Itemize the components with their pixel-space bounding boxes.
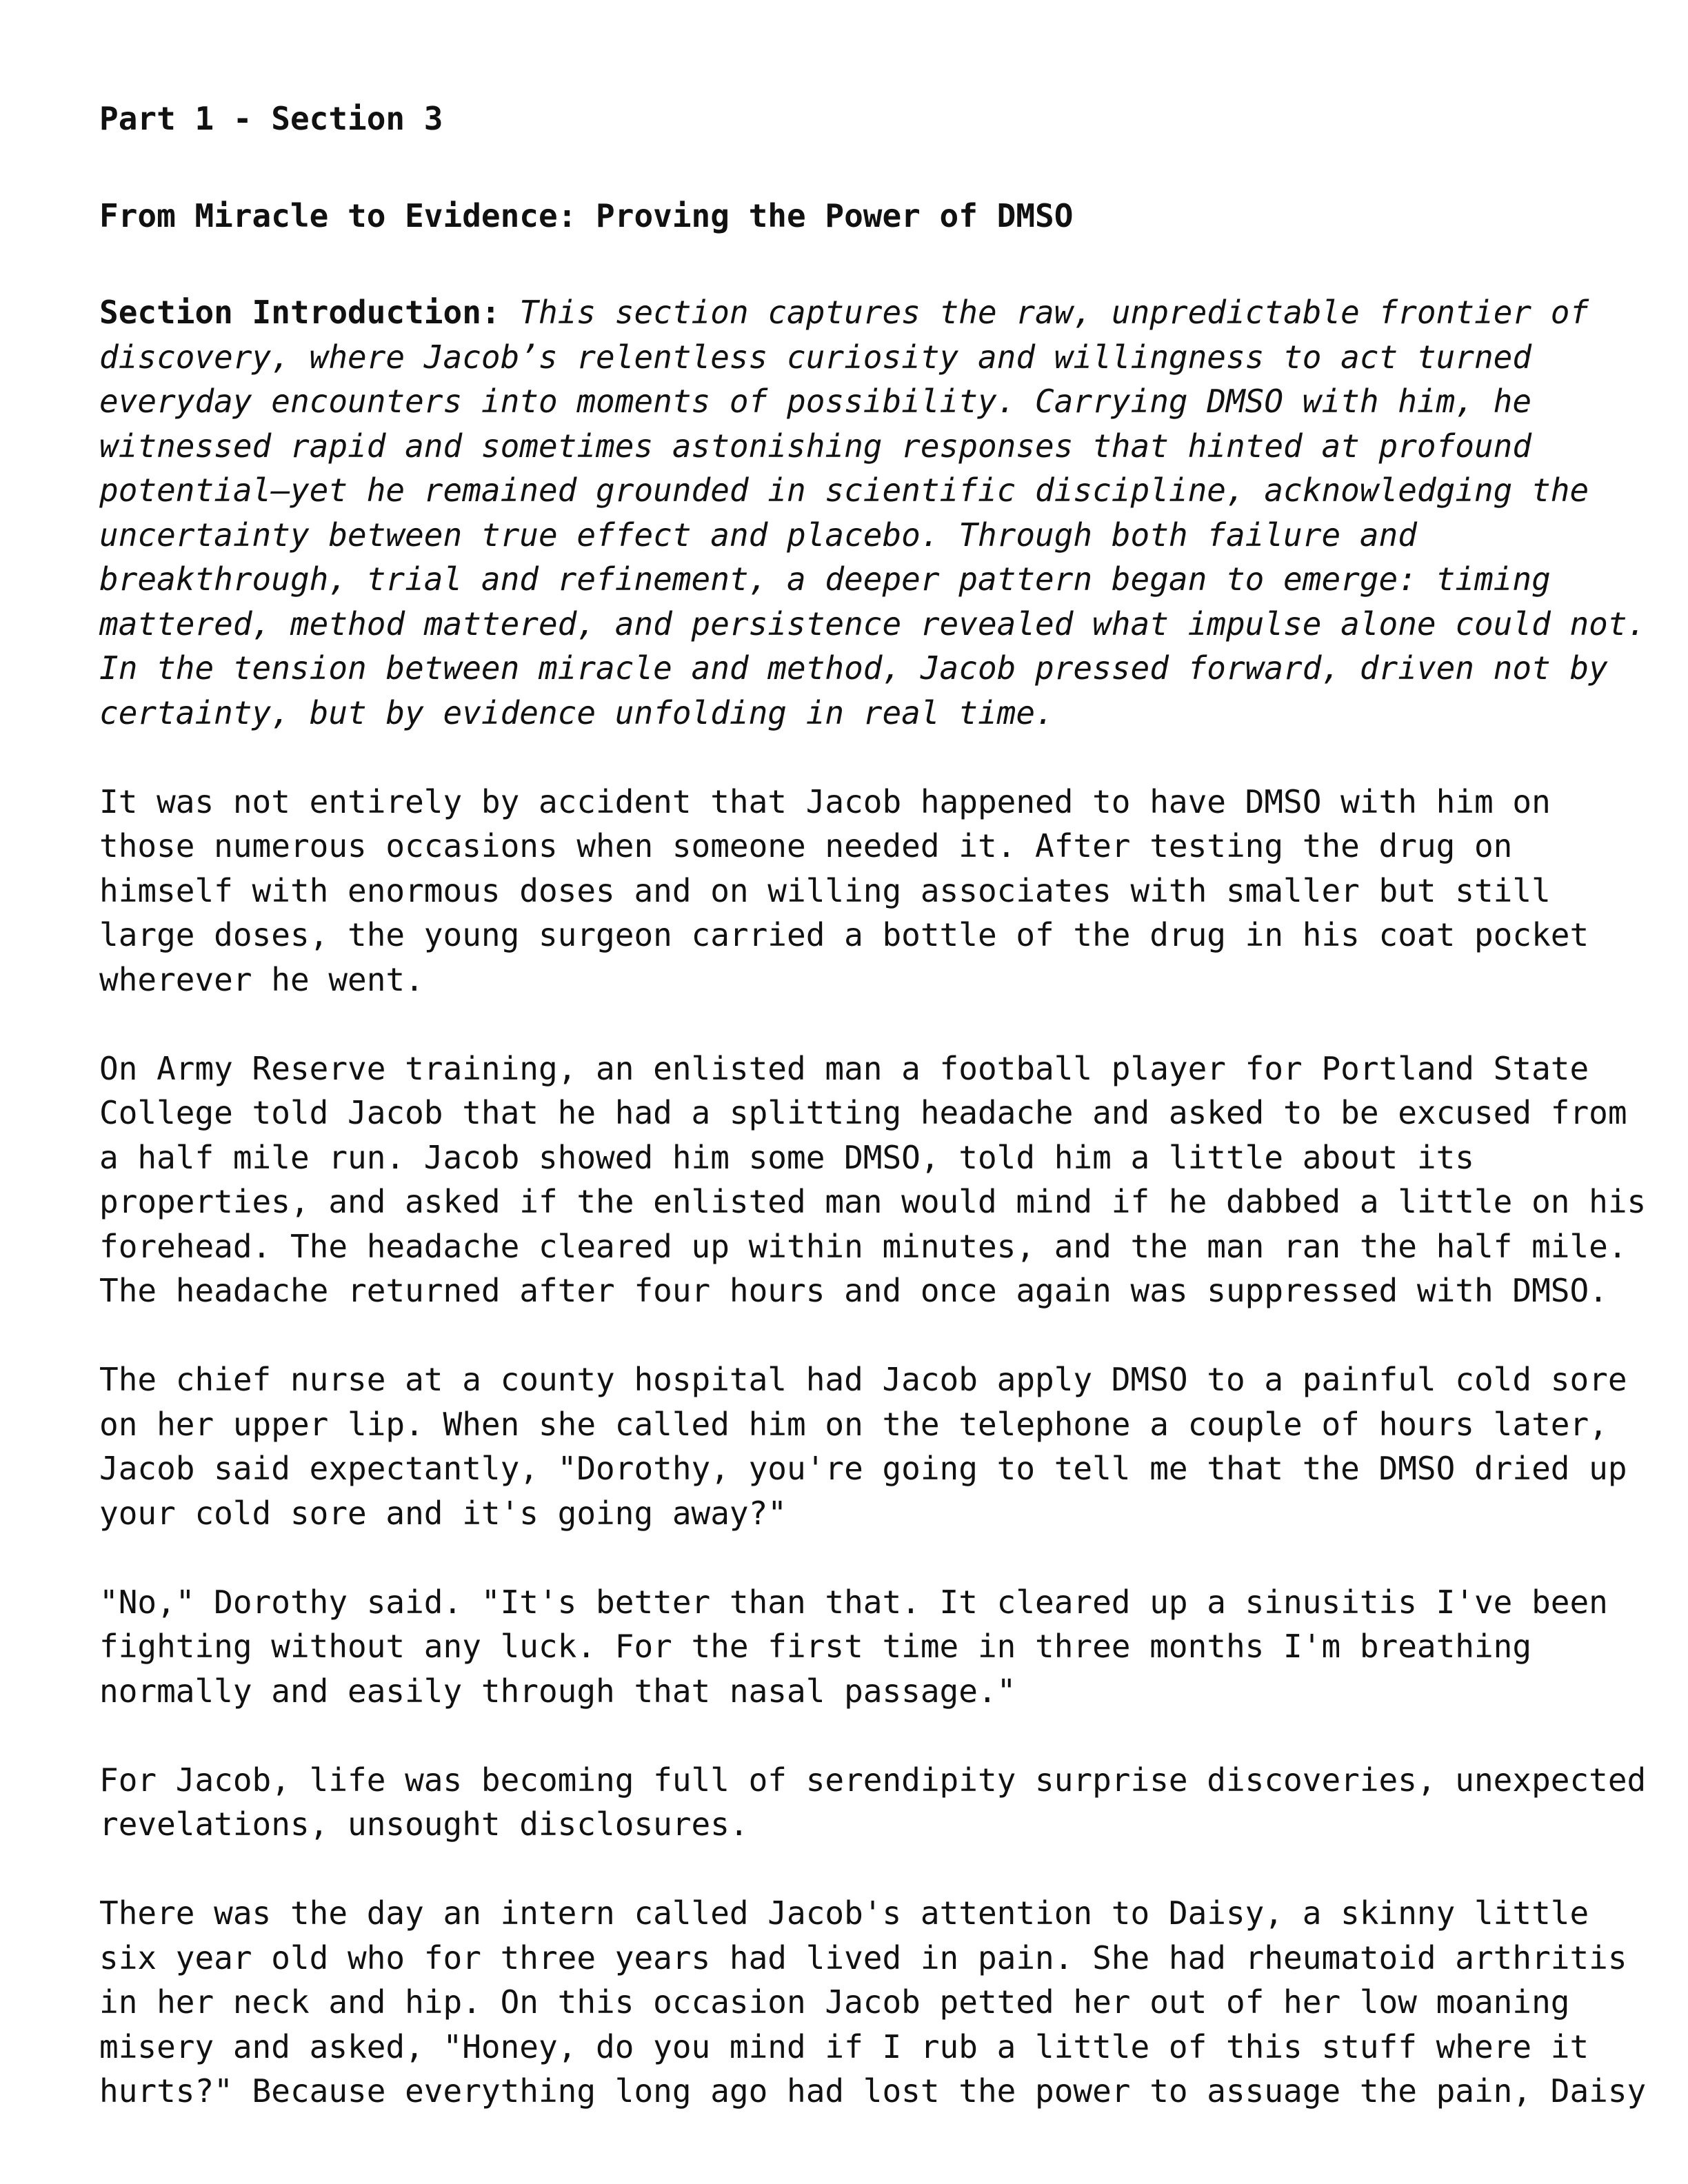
intro-first-line bbox=[99, 290, 1602, 335]
paragraph-line: those numerous occasions when someone needed it. After testing the drug on bbox=[99, 827, 1513, 865]
paragraph-line: in her neck and hip. On this occasion Jacob petted her out of her low moaning bbox=[99, 1983, 1570, 2021]
paragraph-line: normally and easily through that nasal passage." bbox=[99, 1672, 1016, 1710]
paragraph-line: Jacob said expectantly, "Dorothy, you're going to tell me that the DMSO dried up bbox=[99, 1450, 1627, 1487]
paragraph-line: wherever he went. bbox=[99, 960, 424, 998]
paragraph-line: a half mile run. Jacob showed him some DMSO, told him a little about its bbox=[99, 1138, 1474, 1176]
paragraph-line: himself with enormous doses and on willing associates with smaller but still bbox=[99, 871, 1551, 909]
section-title: From Miracle to Evidence: Proving the Power of DMSO bbox=[99, 196, 1074, 234]
paragraph-line: properties, and asked if the enlisted man would mind if he dabbed a little on his bbox=[99, 1183, 1647, 1220]
paragraph-line: "No," Dorothy said. "It's better than that. It cleared up a sinusitis I've been bbox=[99, 1583, 1608, 1621]
paragraph-line: large doses, the young surgeon carried a bottle of the drug in his coat pocket bbox=[99, 916, 1589, 953]
intro-line: certainty, but by evidence unfolding in real time. bbox=[99, 694, 1054, 731]
intro-line: breakthrough, trial and refinement, a deeper pattern began to emerge: timing bbox=[99, 560, 1551, 598]
body-paragraph bbox=[99, 1891, 1647, 2114]
paragraph-line: misery and asked, "Honey, do you mind if I rub a little of this stuff where it bbox=[99, 2028, 1589, 2065]
part-heading: Part 1 - Section 3 bbox=[99, 100, 443, 137]
document-page bbox=[99, 97, 1647, 2158]
intro-line: mattered, method mattered, and persistence revealed what impulse alone could not. bbox=[99, 605, 1647, 643]
paragraph-line: your cold sore and it's going away?" bbox=[99, 1494, 787, 1532]
paragraph-line: hurts?" Because everything long ago had lost the power to assuage the pain, Daisy bbox=[99, 2072, 1647, 2110]
section-introduction bbox=[99, 290, 1647, 735]
intro-line: everyday encounters into moments of possibility. Carrying DMSO with him, he bbox=[99, 383, 1532, 420]
paragraph-line: The headache returned after four hours and once again was suppressed with DMSO. bbox=[99, 1272, 1608, 1309]
intro-line: discovery, where Jacob’s relentless curiosity and willingness to act turned bbox=[99, 338, 1532, 376]
paragraph-line: It was not entirely by accident that Jacob happened to have DMSO with him on bbox=[99, 782, 1551, 820]
intro-line: potential—yet he remained grounded in scientific discipline, acknowledging the bbox=[99, 472, 1589, 509]
body-paragraph bbox=[99, 1357, 1627, 1535]
body-paragraph bbox=[99, 1046, 1647, 1313]
paragraph-line: revelations, unsought disclosures. bbox=[99, 1806, 749, 1843]
paragraph-line: on her upper lip. When she called him on the telephone a couple of hours later, bbox=[99, 1405, 1608, 1443]
body-paragraph bbox=[99, 1580, 1608, 1714]
intro-line: uncertainty between true effect and placebo. Through both failure and bbox=[99, 516, 1417, 554]
intro-label: Section Introduction: bbox=[99, 294, 501, 331]
intro-text: This section captures the raw, unpredictable frontier of bbox=[519, 294, 1589, 331]
paragraph-line: College told Jacob that he had a splitting headache and asked to be excused from bbox=[99, 1094, 1627, 1131]
paragraph-line: There was the day an intern called Jacob's attention to Daisy, a skinny little bbox=[99, 1894, 1589, 1932]
paragraph-line: For Jacob, life was becoming full of serendipity surprise discoveries, unexpected bbox=[99, 1761, 1647, 1799]
paragraph-line: The chief nurse at a county hospital had Jacob apply DMSO to a painful cold sore bbox=[99, 1361, 1627, 1398]
body-paragraph bbox=[99, 780, 1602, 1002]
paragraph-line: six year old who for three years had lived in pain. She had rheumatoid arthritis bbox=[99, 1939, 1627, 1976]
body-paragraph bbox=[99, 1758, 1647, 1847]
paragraph-line: On Army Reserve training, an enlisted man a football player for Portland State bbox=[99, 1049, 1589, 1087]
intro-line: In the tension between miracle and method, Jacob pressed forward, driven not by bbox=[99, 649, 1608, 687]
intro-line: witnessed rapid and sometimes astonishing responses that hinted at profound bbox=[99, 427, 1532, 465]
paragraph-line: fighting without any luck. For the first time in three months I'm breathing bbox=[99, 1628, 1532, 1665]
paragraph-line: forehead. The headache cleared up within minutes, and the man ran the half mile. bbox=[99, 1227, 1627, 1265]
